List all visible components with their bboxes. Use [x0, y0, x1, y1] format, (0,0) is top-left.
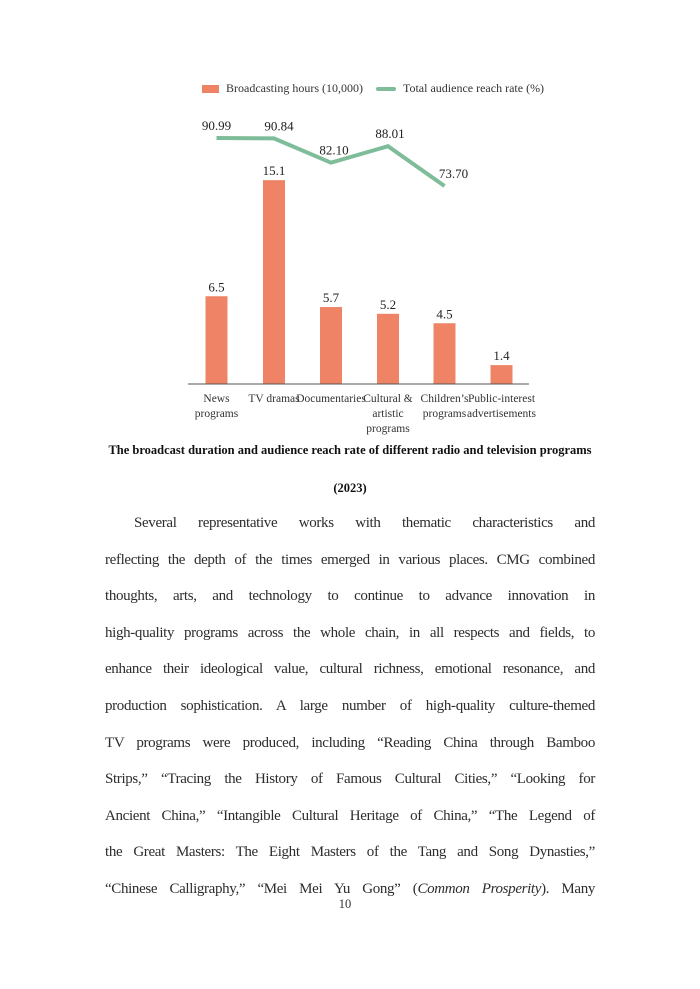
category-label-public-interest-advertisements: Public-interest advertisements	[467, 393, 536, 420]
category-label-news-programs: News programs	[194, 393, 239, 420]
legend-label: Total audience reach rate (%)	[402, 81, 545, 95]
line-value-label: 90.84	[264, 118, 294, 134]
text-segment: TV programs were produced, including “Reading China through Bamboo	[105, 734, 595, 751]
body-paragraph	[105, 505, 595, 908]
body-text-line	[105, 834, 595, 871]
text-segment: “Chinese Calligraphy,” “Mei Mei Yu Gong” (	[105, 880, 418, 897]
page-number: 10	[338, 897, 352, 911]
text-segment: Ancient China,” “Intangible Cultural Heritage of China,” “The Legend of	[105, 807, 595, 824]
category-label-documentaries: Documentaries	[296, 393, 366, 405]
body-text-line	[105, 761, 595, 798]
chart-caption: The broadcast duration and audience reach rate of different radio and television programs	[108, 443, 592, 457]
bar-news-programs	[206, 296, 228, 384]
text-segment: Several representative works with thematic characteristics and	[134, 515, 595, 531]
line-value-label: 73.70	[438, 166, 469, 182]
body-text-line	[105, 798, 595, 835]
category-label-cultural-artistic-programs: Cultural & artistic programs	[363, 393, 413, 435]
legend-label: Broadcasting hours (10,000)	[226, 81, 363, 95]
category-label-tv-dramas: TV dramas	[248, 393, 300, 405]
text-segment: high-quality programs across the whole chain, in all respects and fields, to	[105, 624, 595, 641]
bar-documentaries	[320, 307, 342, 384]
text-segment: thoughts, arts, and technology to continue to advance innovation in	[105, 588, 595, 605]
body-text-line	[105, 725, 595, 762]
bar-value-label: 6.5	[208, 279, 225, 295]
bar-tv-dramas	[263, 180, 285, 384]
bar-value-label: 5.2	[379, 296, 397, 312]
bar-public-interest-advertisements	[491, 365, 513, 384]
bar-value-label: 1.4	[493, 348, 510, 364]
text-segment: enhance their ideological value, cultural richness, emotional resonance, and	[105, 661, 595, 678]
line-value-label: 90.99	[201, 117, 232, 133]
text-segment: production sophistication. A large number of high-quality culture-themed	[105, 697, 595, 714]
italic-text: Common Prosperity	[417, 880, 542, 897]
body-text-line	[105, 578, 595, 615]
bar-value-label: 4.5	[436, 306, 453, 322]
text-segment: reflecting the depth of the times emerged in various places. CMG combined	[105, 551, 595, 568]
text-segment: ). Many	[541, 880, 595, 897]
text-segment: the Great Masters: The Eight Masters of the Tang and Song Dynasties,”	[105, 844, 595, 861]
text-segment: Strips,” “Tracing the History of Famous Cultural Cities,” “Looking for	[105, 771, 595, 788]
body-text-line	[105, 615, 595, 652]
body-text-line	[105, 505, 595, 542]
body-text-line	[105, 542, 595, 579]
chart-caption-year: (2023)	[333, 481, 367, 495]
line-value-label: 88.01	[375, 126, 405, 142]
bar-cultural-artistic-programs	[377, 314, 399, 384]
body-text-line	[105, 688, 595, 725]
bar-value-label: 15.1	[262, 163, 286, 179]
category-label-children-s-programs: Children’s programs	[420, 393, 469, 420]
line-value-label: 82.10	[319, 142, 349, 158]
bar-children-s-programs	[434, 323, 456, 384]
body-text-line	[105, 651, 595, 688]
bar-value-label: 5.7	[322, 290, 340, 306]
